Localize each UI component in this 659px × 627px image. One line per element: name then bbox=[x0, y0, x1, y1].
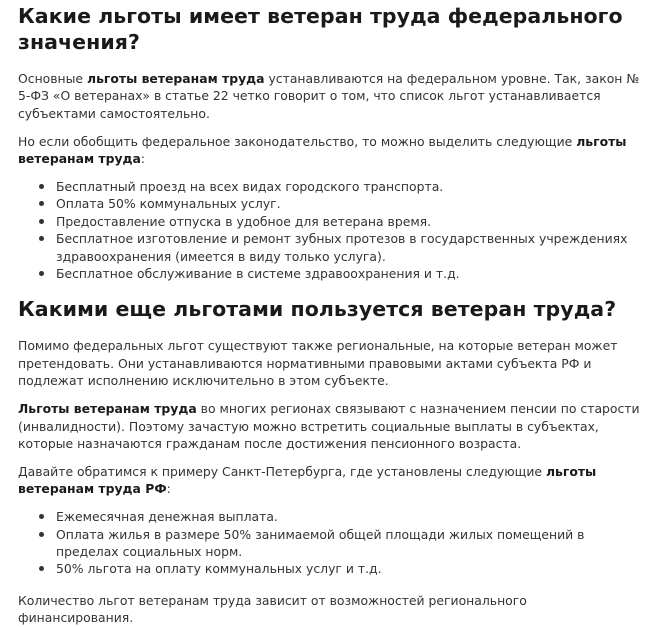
list-item-text: Бесплатное изготовление и ремонт зубных протезов в государственных учреждениях здравоохранения (имеется в виду только услуга). bbox=[56, 231, 628, 264]
list-item-text: 50% льгота на оплату коммунальных услуг и т.д. bbox=[56, 561, 382, 577]
list-item bbox=[56, 508, 641, 525]
section1-heading: Какие льготы имеет ветеран труда федерального значения? bbox=[18, 4, 623, 54]
federal-benefits-list bbox=[18, 178, 641, 282]
bullet-icon bbox=[39, 236, 44, 241]
list-item bbox=[56, 178, 641, 195]
bold-text: льготы ветеранам труда РФ bbox=[18, 463, 597, 497]
list-item bbox=[56, 230, 641, 265]
list-item-text: Оплата жилья в размере 50% занимаемой общей площади жилых помещений в пределах социальных норм. bbox=[56, 526, 585, 560]
list-item-text: Бесплатное обслуживание в системе здравоохранения и т.д. bbox=[56, 266, 460, 282]
list-item bbox=[56, 195, 641, 212]
regional-benefits-list bbox=[18, 508, 641, 578]
bold-text: льготы ветеранам труда bbox=[87, 71, 265, 86]
text: Давайте обратимся к примеру Санкт-Петербурга, где установлены следующие bbox=[18, 463, 546, 479]
bullet-icon bbox=[39, 201, 44, 206]
text: устанавливаются на федеральном уровне. Так, закон № 5-ФЗ «О ветеранах» в статье 22 четко говорит о том, что список льгот устанавливается субъектами самостоятельно. bbox=[18, 71, 640, 121]
list-item bbox=[56, 265, 641, 282]
text: во многих регионах связывают с назначением пенсии по старости (инвалидности). Поэтому зачастую можно встретить социальные выплаты в субъектах, которые назначаются гражданам после достижения пенсионного возраста. bbox=[18, 401, 640, 451]
list-item bbox=[56, 213, 641, 230]
text: Основные bbox=[18, 71, 87, 86]
section1-paragraph-1 bbox=[18, 70, 641, 122]
text: : bbox=[140, 151, 146, 167]
bullet-icon bbox=[39, 184, 44, 189]
section2-paragraph-4: Количество льгот ветеранам труда зависит от возможностей регионального финансирования. bbox=[18, 592, 527, 626]
bullet-icon bbox=[39, 566, 44, 571]
list-item-text: Бесплатный проезд на всех видах городского транспорта. bbox=[56, 179, 444, 195]
bullet-icon bbox=[39, 514, 44, 519]
bullet-icon bbox=[39, 219, 44, 224]
list-item-text: Оплата 50% коммунальных услуг. bbox=[56, 196, 281, 212]
text: Но если обобщить федеральное законодательство, то можно выделить следующие bbox=[18, 133, 577, 149]
list-item-text: Ежемесячная денежная выплата. bbox=[56, 509, 278, 525]
list-item bbox=[56, 560, 641, 577]
bold-text: льготы ветеранам труда bbox=[18, 133, 627, 167]
section2-paragraph-2 bbox=[18, 400, 641, 452]
bullet-icon bbox=[39, 271, 44, 276]
section1-paragraph-2 bbox=[18, 133, 641, 168]
list-item-text: Предоставление отпуска в удобное для ветерана время. bbox=[56, 213, 432, 229]
section2-heading: Какими еще льготами пользуется ветеран труда? bbox=[18, 297, 617, 322]
bullet-icon bbox=[39, 532, 44, 537]
text: : bbox=[166, 481, 171, 497]
section2-paragraph-3 bbox=[18, 463, 641, 498]
bold-text: Льготы ветеранам труда bbox=[18, 401, 197, 417]
list-item bbox=[56, 526, 641, 561]
section2-paragraph-1: Помимо федеральных льгот существуют также региональные, на которые ветеран может претендовать. Они устанавливаются нормативными правовыми актами субъекта РФ и подлежат исполнению исключительно в этом субъекте. bbox=[18, 338, 618, 389]
